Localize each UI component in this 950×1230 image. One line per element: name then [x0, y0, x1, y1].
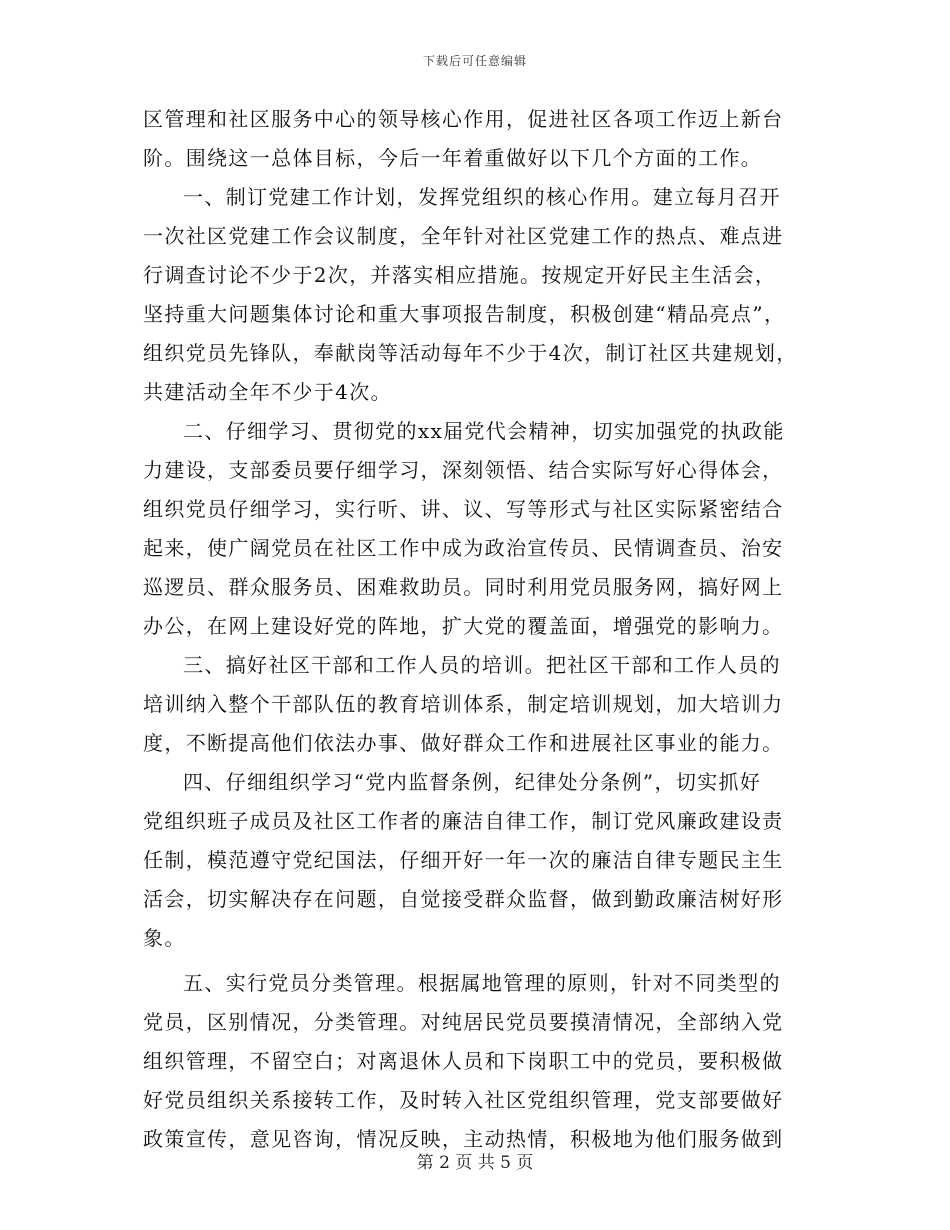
text-line: 政策宣传，意见咨询，情况反映，主动热情，积极地为他们服务做到 [143, 1127, 784, 1151]
page-footer: 第 2 页 共 5 页 [416, 1153, 534, 1173]
text-line: 活会，切实解决存在问题，自觉接受群众监督，做到勤政廉洁树好形 [143, 887, 784, 911]
text-line: 度，不断提高他们依法办事、做好群众工作和进展社区事业的能力。 [143, 731, 784, 755]
text-line: 一、制订党建工作计划，发挥党组织的核心作用。建立每月召开 [183, 185, 781, 209]
text-line: 行调查讨论不少于2次，并落实相应措施。按规定开好民主生活会， [143, 263, 777, 287]
text-line: 象。 [143, 926, 186, 950]
text-line: 四、仔细组织学习“党内监督条例，纪律处分条例”，切实抓好 [183, 770, 762, 794]
text-line: 党员，区别情况，分类管理。对纯居民党员要摸清情况，全部纳入党 [143, 1010, 784, 1034]
text-line: 区管理和社区服务中心的领导核心作用，促进社区各项工作迈上新台 [143, 107, 784, 131]
text-line: 组织党员仔细学习，实行听、讲、议、写等形式与社区实际紧密结合 [143, 497, 784, 521]
text-line: 三、搞好社区干部和工作人员的培训。把社区干部和工作人员的 [183, 653, 781, 677]
text-line: 好党员组织关系接转工作，及时转入社区党组织管理，党支部要做好 [143, 1088, 784, 1112]
text-line: 起来，使广阔党员在社区工作中成为政治宣传员、民情调查员、治安 [143, 536, 784, 560]
text-line: 培训纳入整个干部队伍的教育培训体系，制定培训规划，加大培训力 [143, 692, 784, 716]
text-line: 巡逻员、群众服务员、困难救助员。同时利用党员服务网，搞好网上 [143, 575, 784, 599]
text-line: 二、仔细学习、贯彻党的xx届党代会精神，切实加强党的执政能 [183, 419, 785, 443]
text-line: 阶。围绕这一总体目标，今后一年着重做好以下几个方面的工作。 [143, 146, 763, 170]
text-line: 组织管理，不留空白；对离退休人员和下岗职工中的党员，要积极做 [143, 1049, 784, 1073]
text-line: 一次社区党建工作会议制度，全年针对社区党建工作的热点、难点进 [143, 224, 784, 248]
text-line: 力建设，支部委员要仔细学习，深刻领悟、结合实际写好心得体会， [143, 458, 784, 482]
document-body [143, 100, 808, 1159]
text-line: 共建活动全年不少于4次。 [143, 380, 392, 404]
text-line: 坚持重大问题集体讨论和重大事项报告制度，积极创建“精品亮点”， [143, 302, 786, 326]
text-line: 五、实行党员分类管理。根据属地管理的原则，针对不同类型的 [183, 971, 781, 995]
text-line: 组织党员先锋队，奉献岗等活动每年不少于4次，制订社区共建规划， [143, 341, 798, 365]
page-header: 下载后可任意编辑 [422, 54, 527, 68]
text-line: 办公，在网上建设好党的阵地，扩大党的覆盖面，增强党的影响力。 [143, 614, 784, 638]
text-line: 党组织班子成员及社区工作者的廉洁自律工作，制订党风廉政建设责 [143, 809, 784, 833]
text-line: 任制，模范遵守党纪国法，仔细开好一年一次的廉洁自律专题民主生 [143, 848, 784, 872]
